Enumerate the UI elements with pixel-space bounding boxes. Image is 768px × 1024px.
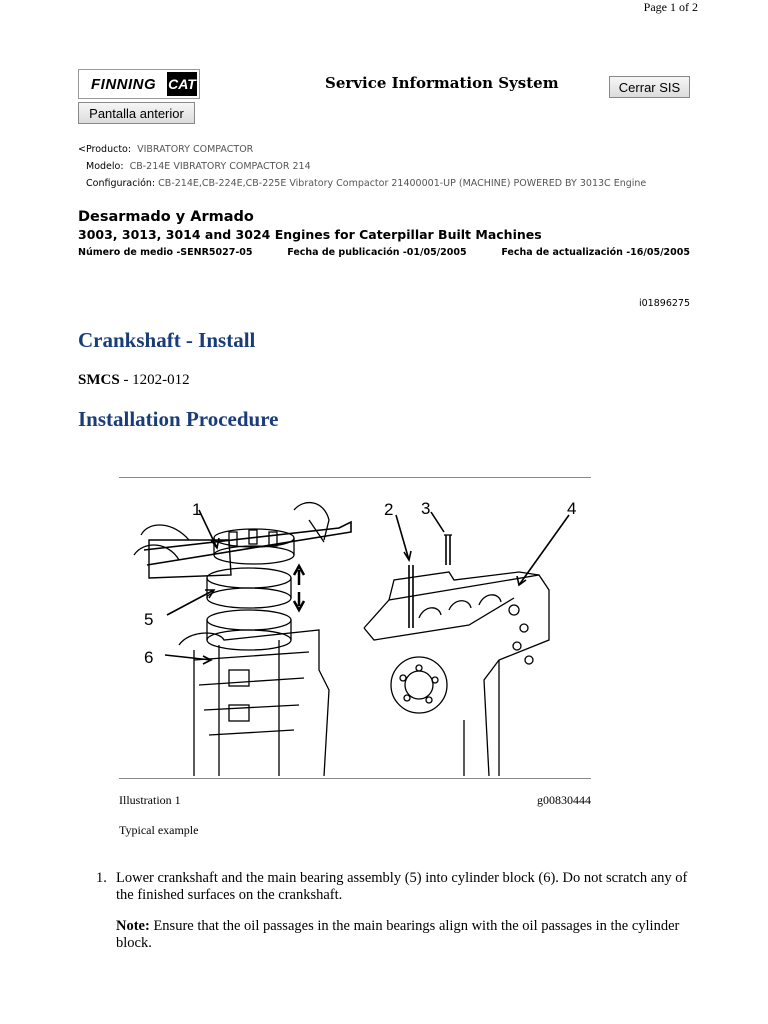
illustration-caption: Typical example xyxy=(119,823,199,837)
illustration-id: g00830444 xyxy=(537,793,591,807)
smcs-label: SMCS xyxy=(78,372,120,388)
procedure-step-1 xyxy=(96,870,696,904)
callout-labels xyxy=(144,499,576,667)
note-text: Ensure that the oil passages in the main bearings align with the oil passages in the cylinder block. xyxy=(116,918,680,951)
step-number: 1. xyxy=(96,870,107,886)
document-subtitle: 3003, 3013, 3014 and 3024 Engines for Caterpillar Built Machines xyxy=(78,227,542,242)
document-title: Desarmado y Armado xyxy=(78,209,254,225)
callout-1: 1 xyxy=(192,500,202,519)
note-paragraph xyxy=(116,918,691,952)
finning-logo-text: FINNING xyxy=(91,75,157,93)
app-title: Service Information System xyxy=(325,74,559,92)
product-value: VIBRATORY COMPACTOR xyxy=(137,144,254,155)
smcs-value: - 1202-012 xyxy=(119,372,190,388)
back-arrow-icon[interactable]: < xyxy=(78,144,86,155)
configuration-row xyxy=(86,178,646,189)
page-number: Page 1 of 2 xyxy=(643,0,698,14)
product-label: Producto: xyxy=(85,144,132,155)
configuration-label: Configuración: xyxy=(86,178,156,189)
publication-info xyxy=(78,247,690,258)
model-label: Modelo: xyxy=(86,161,124,172)
page-title: Crankshaft - Install xyxy=(78,328,256,352)
callout-6: 6 xyxy=(144,648,154,667)
update-date: Fecha de actualización -16/05/2005 xyxy=(501,247,690,258)
callout-4: 4 xyxy=(567,499,577,518)
document-ref-id: i01896275 xyxy=(639,298,690,309)
callout-5: 5 xyxy=(144,610,154,629)
crankshaft-install-illustration xyxy=(119,480,591,776)
cat-logo-badge: CAT xyxy=(167,72,197,96)
right-assembly-drawing xyxy=(364,535,549,776)
model-row xyxy=(86,161,311,172)
callout-2: 2 xyxy=(384,500,394,519)
model-value: CB-214E VIBRATORY COMPACTOR 214 xyxy=(129,161,311,172)
configuration-value: CB-214E,CB-224E,CB-225E Vibratory Compactor 21400001-UP (MACHINE) POWERED BY 3013C Engine xyxy=(158,178,647,189)
previous-screen-button[interactable]: Pantalla anterior xyxy=(78,102,195,124)
callout-3: 3 xyxy=(421,499,431,518)
step-text: Lower crankshaft and the main bearing assembly (5) into cylinder block (6). Do not scratch any of the finished surfaces on the crankshaft. xyxy=(116,870,688,903)
media-number: Número de medio -SENR5027-05 xyxy=(78,247,253,258)
smcs-code xyxy=(78,372,190,389)
note-label: Note: xyxy=(116,918,150,934)
section-heading: Installation Procedure xyxy=(78,407,279,431)
illustration-caption-row xyxy=(119,793,591,808)
product-row xyxy=(78,144,253,155)
callout-leaders xyxy=(165,510,569,664)
publication-date: Fecha de publicación -01/05/2005 xyxy=(287,247,467,258)
close-sis-button[interactable]: Cerrar SIS xyxy=(609,76,690,98)
illustration-label: Illustration 1 xyxy=(119,793,181,807)
illustration-bottom-rule xyxy=(119,778,591,779)
finning-cat-logo xyxy=(78,69,200,99)
illustration-top-rule xyxy=(119,477,591,478)
left-assembly-drawing xyxy=(134,503,351,776)
